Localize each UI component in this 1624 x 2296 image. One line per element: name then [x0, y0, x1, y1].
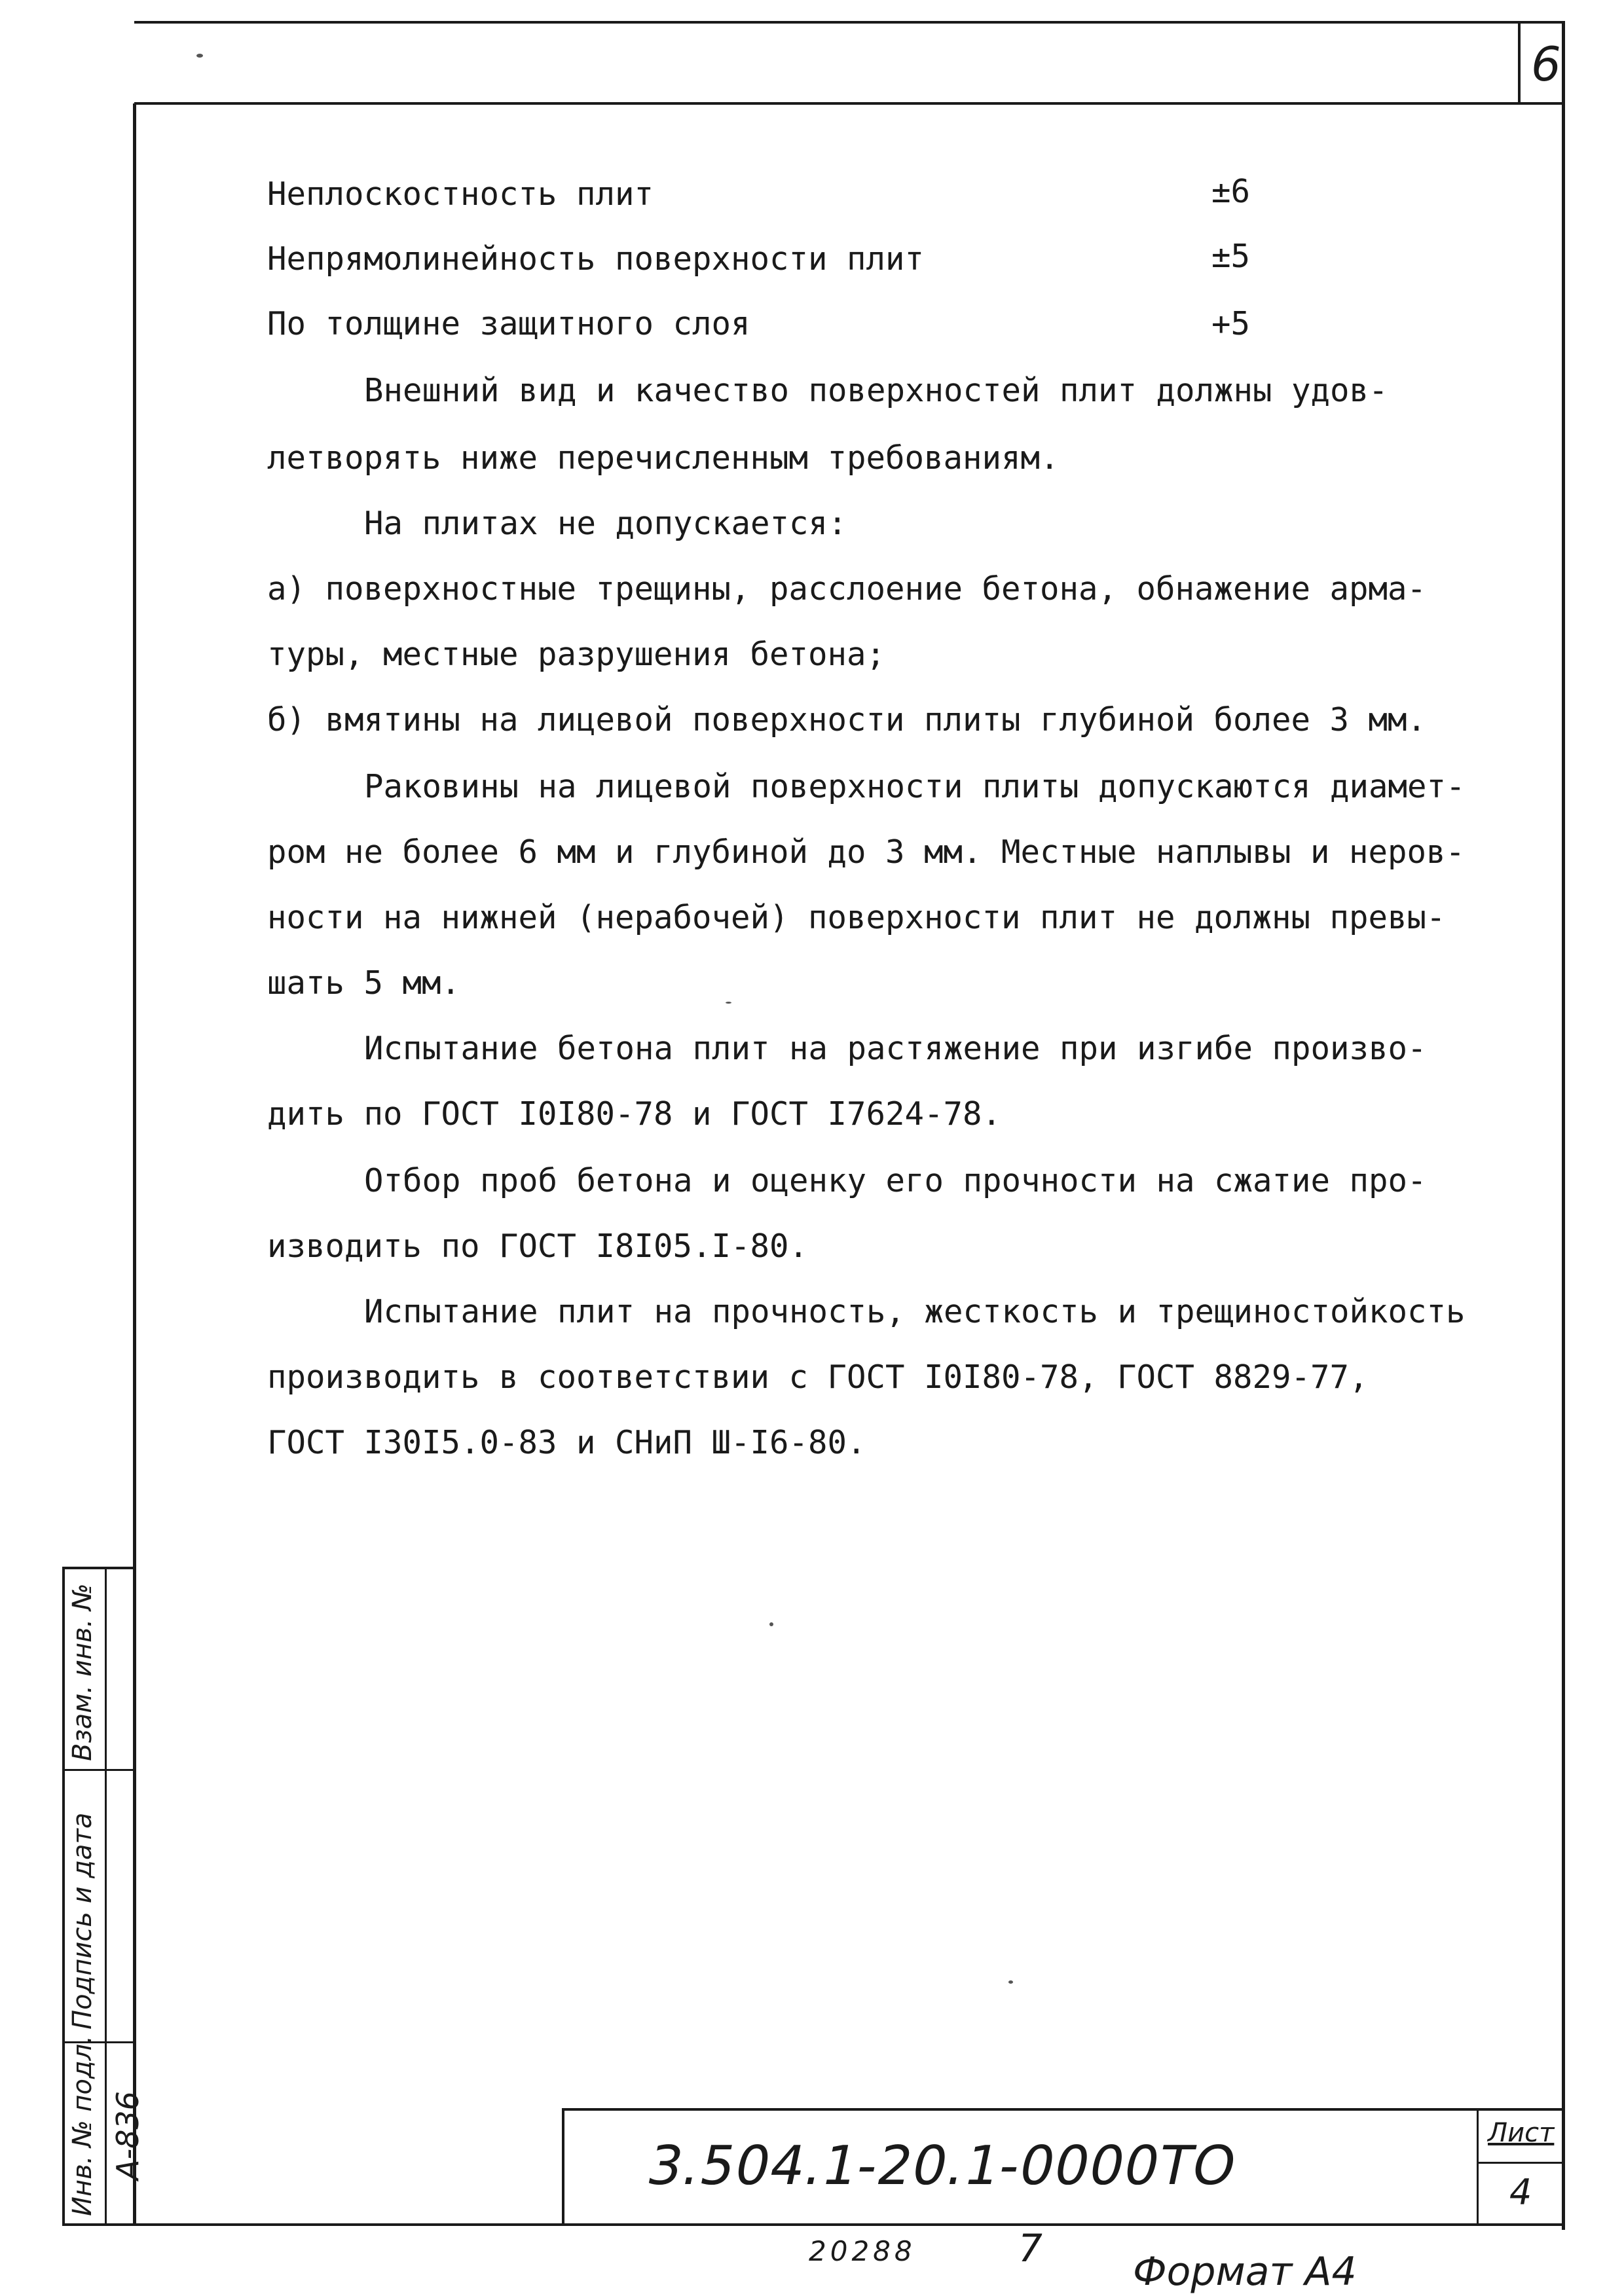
frame-top-line [134, 21, 1565, 24]
sheet-label: Лист [1488, 2118, 1555, 2148]
text-line: Отбор проб бетона и оценку его прочности на сжатие про- [364, 1162, 1427, 1199]
frame-inner-top-line [134, 102, 1565, 105]
text-line: шать 5 мм. [267, 964, 461, 1002]
inv-original-label: Инв. № подл. [67, 2035, 98, 2216]
text-line: Испытание бетона плит на растяжение при изгибе произво- [364, 1030, 1427, 1067]
corner-divider-line [1518, 22, 1521, 103]
sheet-cell-left-line [1477, 2108, 1479, 2225]
text-line: дить по ГОСТ I0I80-78 и ГОСТ I7624-78. [267, 1095, 1002, 1133]
text-line: производить в соответствии с ГОСТ I0I80-78, ГОСТ 8829-77, [267, 1358, 1369, 1396]
title-block-top-line [563, 2108, 1565, 2111]
corner-mark: 6 [1531, 37, 1561, 92]
text-line: Раковины на лицевой поверхности плиты допускаются диамет- [364, 768, 1466, 805]
inv-original-value: А-836 [110, 2091, 145, 2180]
text-line: б) вмятины на лицевой поверхности плиты глубиной более 3 мм. [267, 701, 1427, 738]
scan-speck [769, 1622, 773, 1626]
document-code: 3.504.1-20.1-0000ТО [642, 2135, 1243, 2197]
tolerance-value: ±6 [1211, 173, 1251, 210]
side-stamp-outer-line [62, 1568, 65, 2225]
tolerance-label: Непрямолинейность поверхности плит [267, 240, 925, 278]
sheet-number: 4 [1509, 2172, 1532, 2213]
frame-right-line [1562, 24, 1565, 2230]
text-line: На плитах не допускается: [364, 505, 847, 542]
text-line: туры, местные разрушения бетона; [267, 636, 886, 673]
scan-speck [726, 1002, 731, 1004]
text-line: ГОСТ I30I5.0-83 и СНиП Ш-I6-80. [267, 1424, 866, 1461]
text-line: Внешний вид и качество поверхностей плит должны удов- [364, 372, 1388, 409]
tolerance-label: Неплоскостность плит [267, 175, 654, 213]
replacement-inv-label: Взам. инв. № [67, 1583, 98, 1761]
signature-date-label: Подпись и дата [67, 1812, 98, 2030]
archive-number: 20288 [809, 2235, 916, 2267]
text-line: а) поверхностные трещины, расслоение бетона, обнажение арма- [267, 570, 1427, 608]
text-line: летворять ниже перечисленным требованиям. [267, 439, 1060, 477]
tolerance-value: +5 [1211, 305, 1251, 342]
text-line: ности на нижней (нерабочей) поверхности плит не должны превы- [267, 899, 1446, 936]
tolerance-value: ±5 [1211, 238, 1251, 275]
side-stamp-row-line [62, 1769, 134, 1771]
text-line: ром не более 6 мм и глубиной до 3 мм. Местные наплывы и неров- [267, 833, 1466, 871]
text-line: Испытание плит на прочность, жесткость и трещиностойкость [364, 1293, 1466, 1330]
frame-bottom-line [62, 2223, 1565, 2226]
sheet-cell-divider-line [1477, 2162, 1563, 2164]
copy-number: 7 [1018, 2226, 1043, 2270]
scan-speck [196, 54, 203, 58]
scan-speck [1008, 1980, 1013, 1984]
side-stamp-top-line [62, 1567, 134, 1569]
title-block-left-line [562, 2108, 564, 2225]
tolerance-label: По толщине защитного слоя [267, 305, 750, 342]
frame-left-line [133, 103, 136, 2225]
format-label: Формат А4 [1133, 2249, 1357, 2295]
text-line: изводить по ГОСТ I8I05.I-80. [267, 1228, 809, 1265]
side-stamp-divider-line [105, 1568, 107, 2225]
